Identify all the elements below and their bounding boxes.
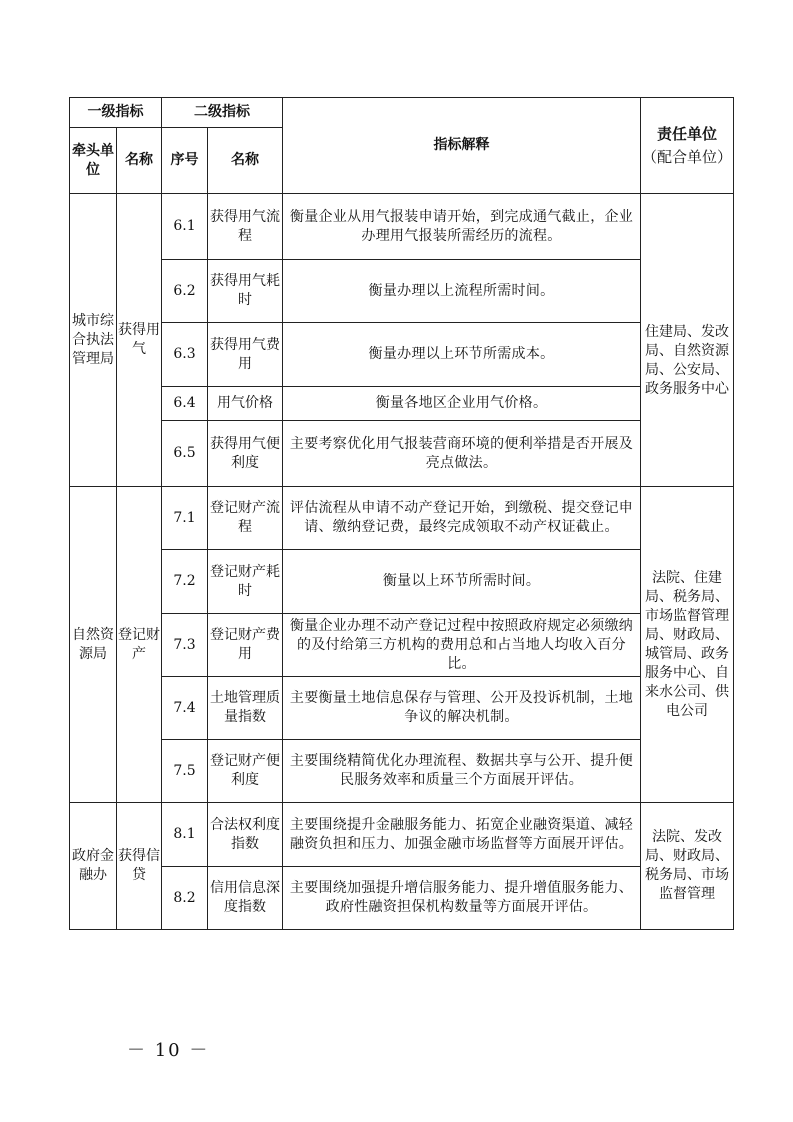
responsible-units: 住建局、发改局、自然资源局、公安局、政务服务中心	[641, 323, 734, 487]
row-explanation: 衡量以上环节所需时间。	[283, 550, 641, 614]
row-name: 登记财产流程	[208, 487, 283, 550]
row-no: 7.4	[162, 677, 208, 740]
row-name: 获得用气耗时	[208, 260, 283, 323]
header-name: 名称	[117, 128, 162, 194]
row-name: 获得用气流程	[208, 194, 283, 260]
lead-unit: 自然资源局	[70, 487, 117, 803]
row-no: 6.1	[162, 194, 208, 260]
responsible-units: 法院、发改局、财政局、税务局、市场监督管理	[641, 803, 734, 930]
row-no: 7.3	[162, 614, 208, 677]
lead-unit: 政府金融办	[70, 803, 117, 930]
row-name: 登记财产耗时	[208, 550, 283, 614]
row-explanation: 主要围绕提升金融服务能力、拓宽企业融资渠道、减轻融资负担和压力、加强金融市场监督等方面展开评估。	[283, 803, 641, 867]
header-responsible-sub: （配合单位）	[641, 147, 732, 166]
row-name: 登记财产费用	[208, 614, 283, 677]
row-name: 获得用气便利度	[208, 421, 283, 487]
row-no: 6.2	[162, 260, 208, 323]
row-no: 8.2	[162, 867, 208, 930]
row-explanation: 衡量各地区企业用气价格。	[283, 387, 641, 421]
row-no: 7.5	[162, 740, 208, 803]
indicator-table	[69, 97, 734, 930]
row-explanation: 衡量企业从用气报装申请开始，到完成通气截止，企业办理用气报装所需经历的流程。	[283, 194, 641, 260]
row-no: 7.2	[162, 550, 208, 614]
header-responsible	[641, 98, 734, 194]
lead-unit: 城市综合执法管理局	[70, 194, 117, 487]
row-no: 7.1	[162, 487, 208, 550]
row-explanation: 评估流程从申请不动产登记开始，到缴税、提交登记申请、缴纳登记费，最终完成领取不动产权证截止。	[283, 487, 641, 550]
row-name: 获得用气费用	[208, 323, 283, 387]
row-name: 土地管理质量指数	[208, 677, 283, 740]
row-explanation: 主要围绕加强提升增信服务能力、提升增值服务能力、政府性融资担保机构数量等方面展开评估。	[283, 867, 641, 930]
row-explanation: 主要围绕精简优化办理流程、数据共享与公开、提升便民服务效率和质量三个方面展开评估。	[283, 740, 641, 803]
page-number: － 10 －	[127, 1040, 210, 1061]
row-no: 6.4	[162, 387, 208, 421]
row-no: 6.3	[162, 323, 208, 387]
header-lead-unit: 牵头单位	[70, 128, 117, 194]
responsible-units: 法院、住建局、税务局、市场监督管理局、财政局、城管局、政务服务中心、自来水公司、供电公司	[641, 487, 734, 803]
header-seq: 序号	[162, 128, 208, 194]
row-name: 登记财产便利度	[208, 740, 283, 803]
header-level1: 一级指标	[70, 98, 162, 128]
row-name: 合法权利度指数	[208, 803, 283, 867]
row-explanation: 衡量办理以上环节所需成本。	[283, 323, 641, 387]
row-name: 信用信息深度指数	[208, 867, 283, 930]
indicator-name: 获得信贷	[117, 803, 162, 930]
indicator-name: 获得用气	[117, 194, 162, 487]
row-no: 6.5	[162, 421, 208, 487]
row-explanation: 主要衡量土地信息保存与管理、公开及投诉机制，土地争议的解决机制。	[283, 677, 641, 740]
header-sub-name: 名称	[208, 128, 283, 194]
header-explanation: 指标解释	[283, 98, 641, 194]
indicator-name: 登记财产	[117, 487, 162, 803]
row-explanation: 衡量办理以上流程所需时间。	[283, 260, 641, 323]
row-name: 用气价格	[208, 387, 283, 421]
row-explanation: 衡量企业办理不动产登记过程中按照政府规定必须缴纳的及付给第三方机构的费用总和占当地人均收入百分比。	[283, 614, 641, 677]
header-responsible-title: 责任单位	[656, 124, 717, 143]
row-explanation: 主要考察优化用气报装营商环境的便利举措是否开展及亮点做法。	[283, 421, 641, 487]
row-no: 8.1	[162, 803, 208, 867]
header-level2: 二级指标	[162, 98, 283, 128]
